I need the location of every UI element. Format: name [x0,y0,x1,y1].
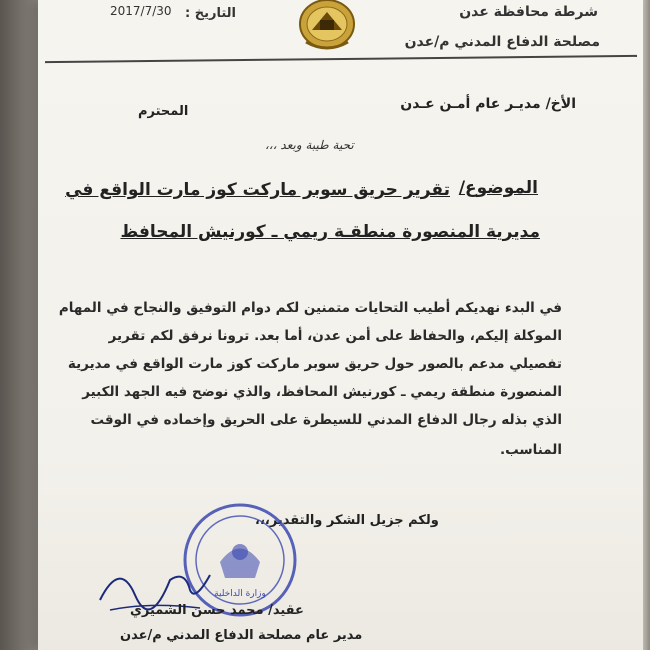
signer-role: مدير عام مصلحة الدفاع المدني م/عدن [120,628,363,643]
header-department: مصلحة الدفاع المدني م/عدن [404,34,600,50]
addressee: الأخ/ مديـر عام أمـن عـدن [400,96,576,112]
subject-line-1: تقرير حريق سوبر ماركت كوز مارت الواقع في [65,180,450,200]
body-line: المنصورة منطقة ريمي ـ كورنيش المحافظ، والذي نوضح فيه الجهد الكبير [82,384,562,400]
date-value: 2017/7/30 [110,4,172,18]
header-organization: شرطة محافظة عدن [459,4,598,20]
stamp-text: وزارة الداخلية [214,589,266,599]
emblem-logo [282,0,372,55]
body-line: تفصيلي مدعم بالصور حول حريق سوبر ماركت كوز مارت الواقع في مديرية [67,356,562,372]
subject-label: الموضوع/ [458,178,538,198]
subject-line-2: مديرية المنصورة منطقـة ريمي ـ كورنيش المحافظ [120,222,540,242]
greeting: تحية طيبة وبعد ،،، [265,138,354,152]
date-label: التاريخ : [185,6,236,21]
body-line: في البدء نهديكم أطيب التحايات متمنين لكم دوام التوفيق والنجاح في المهام [58,300,562,316]
closing: ولكم جزيل الشكر والتقدير،،، [255,513,439,528]
body-line: الذي بذله رجال الدفاع المدني للسيطرة على الحريق وإخماده في الوقت [90,412,562,428]
signer-title: عقيد/ محمد حسن الشميري [130,603,304,618]
body-line: المناسب. [499,442,562,458]
addressee-respect: المحترم [138,104,189,119]
body-line: الموكلة إليكم، والحفاظ على أمن عدن، أما بعد. ترونا نرفق لكم تقرير [108,328,562,344]
background-left [0,0,40,650]
